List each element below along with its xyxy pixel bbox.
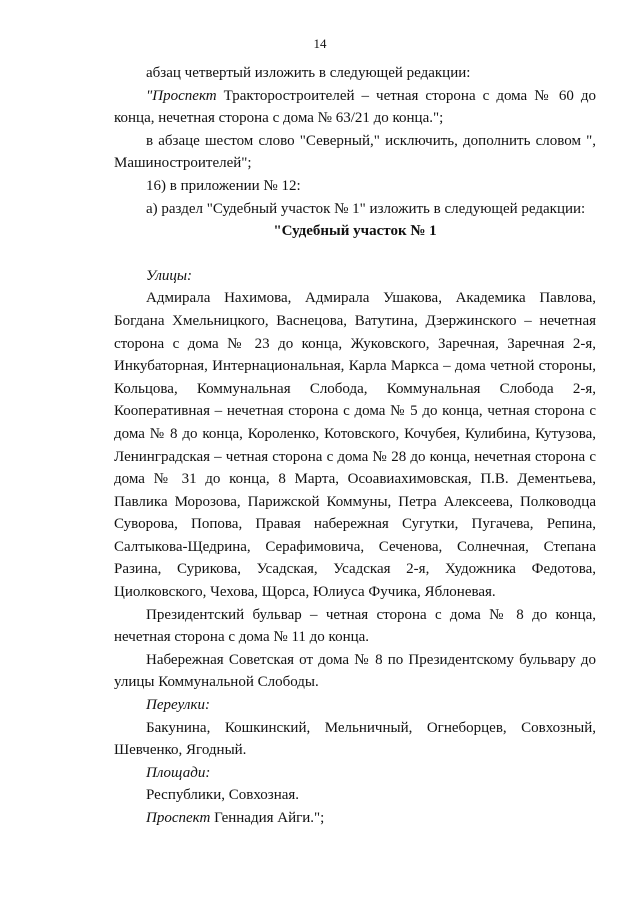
avenue-label: Проспект bbox=[146, 810, 211, 826]
paragraph-prospect-tractor bbox=[114, 85, 596, 130]
lanes-label: Переулки: bbox=[146, 697, 210, 714]
paragraph-appendix-12: 16) в приложении № 12: bbox=[146, 177, 301, 194]
document-body bbox=[114, 62, 596, 830]
prospect-text: Тракторостроителей – четная сторона с дома № 60 до конца, нечетная сторона с дома № 63/21 до конца."; bbox=[114, 87, 596, 127]
spacer bbox=[114, 243, 596, 265]
squares-label: Площади: bbox=[146, 764, 211, 781]
embankment-paragraph: Набережная Советская от дома № 8 по Президентскому бульвару до улицы Коммунальной Слободы. bbox=[114, 651, 596, 691]
lanes-list: Бакунина, Кошкинский, Мельничный, Огнеборцев, Совхозный, Шевченко, Ягодный. bbox=[114, 719, 596, 759]
prospect-label: "Проспект bbox=[146, 87, 217, 104]
avenue-paragraph bbox=[114, 807, 596, 830]
paragraph-edit-sixth: в абзаце шестом слово "Северный," исключить, дополнить словом ", Машиностроителей"; bbox=[114, 132, 596, 172]
streets-label: Улицы: bbox=[146, 267, 193, 284]
boulevard-paragraph: Президентский бульвар – четная сторона с дома № 8 до конца, нечетная сторона с дома № 11 до конца. bbox=[114, 606, 596, 646]
avenue-text: Геннадия Айги."; bbox=[210, 810, 325, 826]
paragraph-section-edit: а) раздел "Судебный участок № 1" изложить в следующей редакции: bbox=[146, 200, 586, 217]
section-heading: "Судебный участок № 1 bbox=[273, 223, 437, 240]
paragraph-edit-fourth: абзац четвертый изложить в следующей редакции: bbox=[146, 65, 471, 81]
page-number: 14 bbox=[313, 36, 327, 51]
squares-list: Республики, Совхозная. bbox=[146, 787, 300, 804]
streets-list: Адмирала Нахимова, Адмирала Ушакова, Академика Павлова, Богдана Хмельницкого, Васнецова, Ватутина, Дзержинского – нечетная сторона с дома № 23 до конца, Жуковского, Заречная, Заречная 2-я, Инкубаторная, Интернациональная, Карла Маркса – дома четной стороны, Кольцова, Коммунальная Слобода, Коммунальная Слобода 2-я, Кооперативная – нечетная сторона с дома № 5 до конца, четная сторона с дома № 8 до конца, Короленко, Котовского, Кочубея, Кулибина, Кутузова, Ленинградская – четная сторона с дома № 28 до конца, нечетная сторона с дома № 31 до конца, 8 Марта, Осоавиахимовская, П.В. Дементьева, Павлика Морозова, Парижской Коммуны, Петра Алексеева, Полководца Суворова, Попова, Правая набережная Сугутки, Пугачева, Репина, Салтыкова-Щедрина, Серафимовича, Сеченова, Солнечная, Степана Разина, Сурикова, Усадская, Усадская 2-я, Художника Федотова, Циолковского, Чехова, Щорса, Юлиуса Фучика, Яблоневая. bbox=[114, 290, 596, 601]
